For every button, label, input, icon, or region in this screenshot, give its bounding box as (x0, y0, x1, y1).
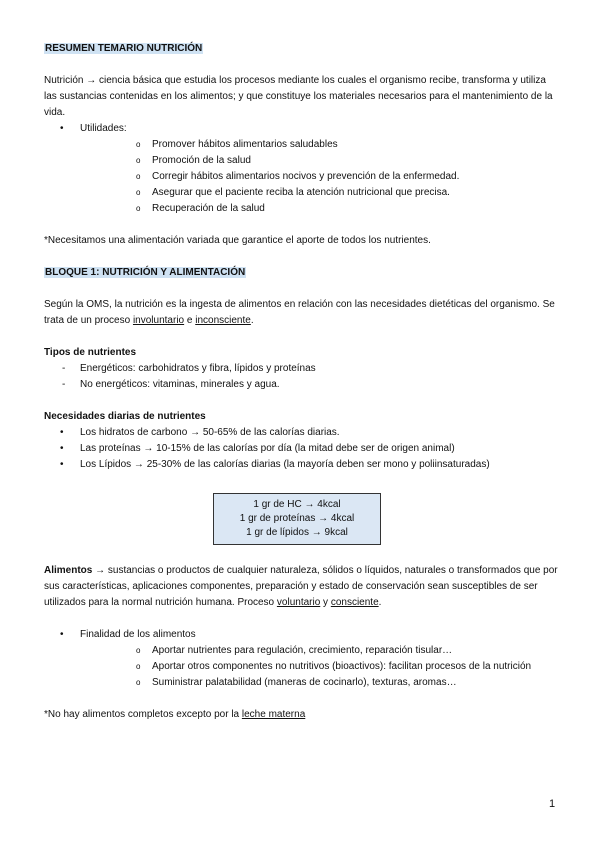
calorie-line: 1 gr de lípidos → 9kcal (246, 527, 348, 538)
alimentos-term: Alimentos (44, 565, 93, 576)
note-leche: *No hay alimentos completos excepto por la leche materna (44, 709, 306, 720)
list-item: o Suministrar palatabilidad (maneras de cocinarlo), texturas, aromas… (80, 675, 559, 691)
alimentos-paragraph: Alimentos → sustancias o productos de cualquier naturaleza, sólidos o líquidos, naturales o transformados que por sus características, aplicaciones componentes, preparación y estado de conservación sean susceptibles de ser utilizados para la normal nutrición humana. Proceso voluntario y consciente. (44, 565, 558, 608)
list-item: o Aportar nutrientes para regulación, crecimiento, reparación tisular… (80, 643, 559, 659)
underlined-term: voluntario (276, 597, 321, 608)
finalidad-list (44, 627, 559, 691)
tipos-list (44, 361, 559, 393)
calorie-line: 1 gr de HC → 4kcal (253, 499, 341, 510)
intro-term: Nutrición (44, 75, 84, 86)
underlined-term: involuntario (132, 315, 185, 326)
calorie-box (213, 493, 381, 545)
list-item: o Recuperación de la salud (80, 201, 559, 217)
list-item: o Aportar otros componentes no nutritivos (bioactivos): facilitan procesos de la nutrición (80, 659, 559, 675)
document-title: RESUMEN TEMARIO NUTRICIÓN (45, 43, 203, 54)
calorie-line: 1 gr de proteínas → 4kcal (239, 513, 355, 524)
page-number: 1 (549, 798, 556, 810)
list-item: o Asegurar que el paciente reciba la atención nutricional que precisa. (80, 185, 559, 201)
note-nutrients: *Necesitamos una alimentación variada que garantice el aporte de todos los nutrientes. (44, 235, 431, 246)
list-item: - No energéticos: vitaminas, minerales y agua. (44, 377, 559, 393)
list-item: - Energéticos: carbohidratos y fibra, lípidos y proteínas (44, 361, 559, 377)
necesidades-list (44, 425, 559, 473)
list-item: o Corregir hábitos alimentarios nocivos y prevención de la enfermedad. (80, 169, 559, 185)
necesidades-heading: Necesidades diarias de nutrientes (44, 411, 206, 422)
list-item: • Los Lípidos → 25-30% de las calorías diarias (la mayoría deben ser mono y poliinsaturadas) (44, 457, 559, 473)
list-item: o Promover hábitos alimentarios saludables (80, 137, 559, 153)
underlined-term: inconsciente (195, 315, 251, 326)
list-item: • Finalidad de los alimentos o Aportar nutrientes para regulación, crecimiento, reparación tisular… o Aportar otros componentes no nutritivos (bioactivos): facilitan procesos de la nutrición o Suministrar palatabilidad (maneras de cocinarlo), texturas, aromas… (44, 627, 559, 691)
tipos-heading: Tipos de nutrientes (44, 347, 137, 358)
underlined-term: leche materna (241, 709, 306, 720)
intro-text: → ciencia básica que estudia los procesos mediante los cuales el organismo recibe, transforma y utiliza las sustancias contenidas en los alimentos; y que constituye los materiales necesarios para el mantenimiento de la vida. (44, 75, 553, 118)
oms-paragraph: Según la OMS, la nutrición es la ingesta de alimentos en relación con las necesidades dietéticas del organismo. Se trata de un proceso involuntario e inconsciente. (44, 299, 555, 326)
intro-paragraph (44, 73, 559, 121)
list-item: • Las proteínas → 10-15% de las calorías por día (la mitad debe ser de origen animal) (44, 441, 559, 457)
list-item: o Promoción de la salud (80, 153, 559, 169)
document-page (44, 41, 559, 723)
list-item: • Los hidratos de carbono → 50-65% de las calorías diarias. (44, 425, 559, 441)
section-heading-bloque1: BLOQUE 1: NUTRICIÓN Y ALIMENTACIÓN (45, 267, 246, 278)
utilidades-list (44, 121, 559, 217)
list-item: • Utilidades: o Promover hábitos alimentarios saludables o Promoción de la salud o Corregir hábitos alimentarios nocivos y prevención de la enfermedad. o Asegurar que el paciente reciba la atención nutricional que precisa. o Recuperación de la salud (44, 121, 559, 217)
underlined-term: consciente (330, 597, 379, 608)
